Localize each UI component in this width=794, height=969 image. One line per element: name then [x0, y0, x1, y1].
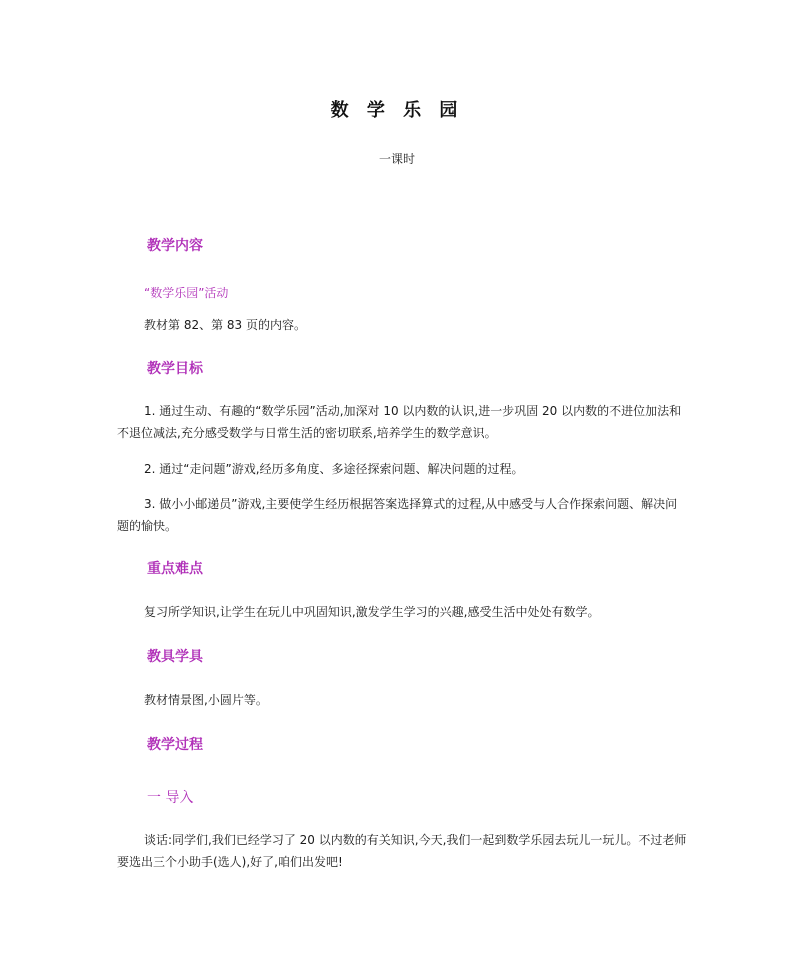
section-heading-materials: 教具学具: [147, 649, 203, 665]
objective-item-3: [117, 493, 687, 537]
document-title: 数 学 乐 园: [330, 100, 464, 121]
objective-item-3-text: 3. 做小小邮递员”游戏,主要使学生经历根据答案选择算式的过程,从中感受与人合作探索问题、解决问题的愉快。: [117, 497, 678, 533]
section-heading-key-points: 重点难点: [147, 561, 203, 577]
process-step-1-body: 谈话:同学们,我们已经学习了 20 以内数的有关知识,今天,我们一起到数学乐园去玩儿一玩儿。不过老师要选出三个小助手(选人),好了,咱们出发吧!: [117, 833, 687, 869]
activity-label: “数学乐园”活动: [144, 286, 229, 300]
objective-item-1-text: 1. 通过生动、有趣的“数学乐园”活动,加深对 10 以内数的认识,进一步巩固 20 以内数的不进位加法和不退位减法,充分感受数学与日常生活的密切联系,培养学生的数学意识。: [117, 404, 682, 440]
document-subtitle: 一课时: [378, 152, 415, 166]
section-heading-content: 教学内容: [147, 238, 203, 254]
materials-text: 教材情景图,小圆片等。: [144, 693, 268, 707]
key-points-text: 复习所学知识,让学生在玩儿中巩固知识,激发学生学习的兴趣,感受生活中处处有数学。: [144, 605, 600, 619]
content-text: 教材第 82、第 83 页的内容。: [144, 318, 306, 332]
objective-item-2: 2. 通过“走问题”游戏,经历多角度、多途径探索问题、解决问题的过程。: [144, 462, 524, 476]
process-step-1-text: [117, 829, 687, 873]
section-heading-process: 教学过程: [147, 737, 203, 753]
section-heading-objectives: 教学目标: [147, 361, 203, 377]
process-step-1-heading: 一 导入: [147, 790, 194, 806]
objective-item-1: [117, 400, 687, 444]
